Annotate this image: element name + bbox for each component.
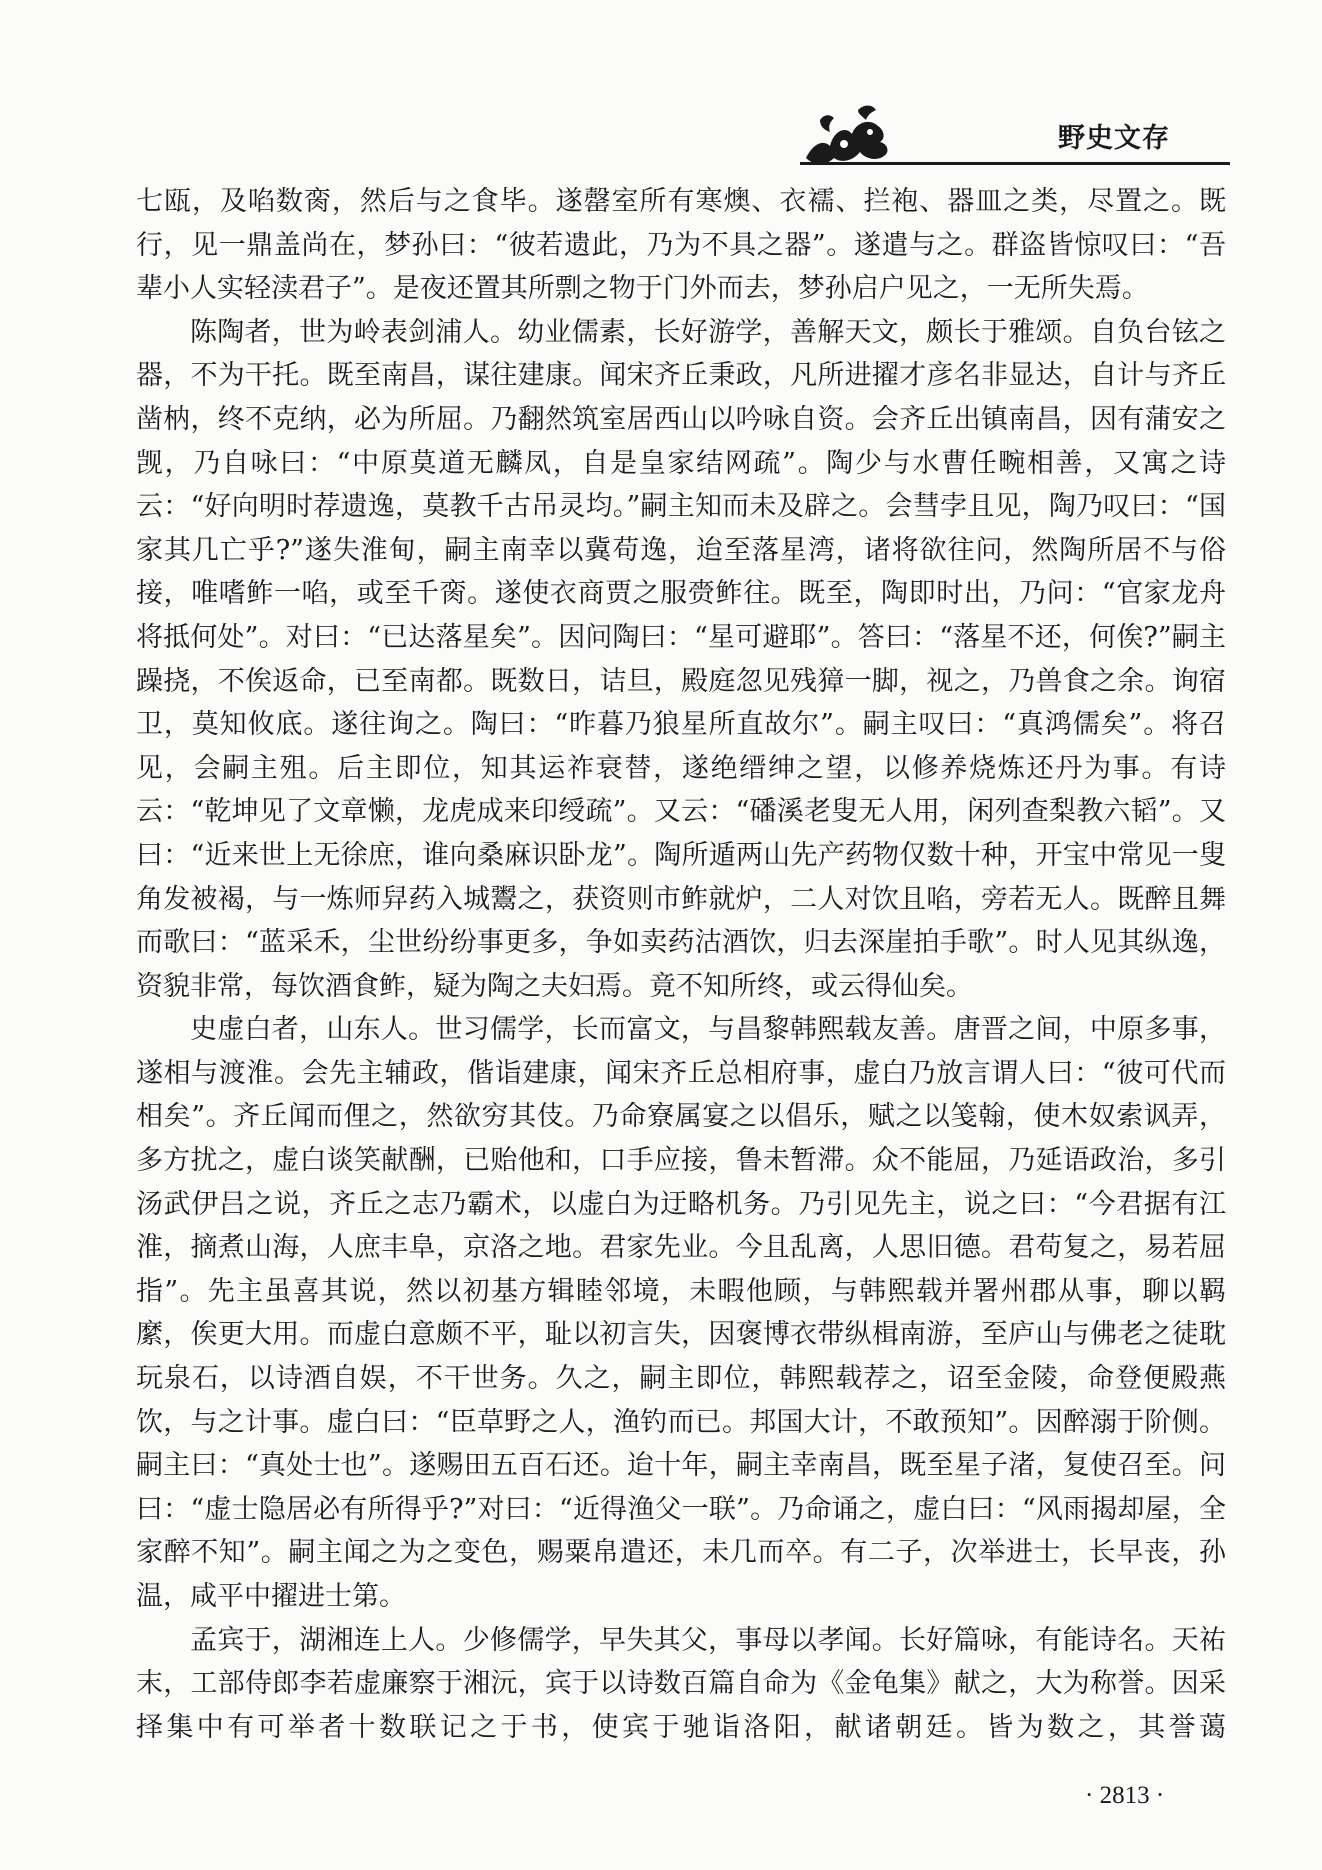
body-text — [136, 180, 1226, 1749]
header-rule — [800, 162, 1230, 165]
paragraph: 七瓯，及啗数脔，然后与之食毕。遂罄室所有寒燠、衣襦、拦袍、器皿之类，尽置之。既行，见一鼎盖尚在，梦孙曰：“彼若遗此，乃为不具之器”。遂遣与之。群盗皆惊叹曰：“吾辈小人实轻渎君子”。是夜还置其所剽之物于门外而去，梦孙启户见之，一无所失焉。 — [136, 186, 1226, 305]
dragon-emblem-icon — [800, 100, 892, 168]
page-number: · 2813 · — [1085, 1782, 1165, 1809]
paragraph: 孟宾于，湖湘连上人。少修儒学，早失其父，事母以孝闻。长好篇咏，有能诗名。天祐末，工部侍郎李若虚廉察于湘沅，宾于以诗数百篇自命为《金龟集》献之，大为称誉。因采择集中有可举者十数联记之于书，使宾于驰诣洛阳，献诸朝廷。皆为数之，其誉蔼 — [136, 1624, 1226, 1743]
running-header-title: 野史文存 — [1058, 123, 1170, 154]
running-header — [800, 100, 1230, 170]
paragraph: 史虚白者，山东人。世习儒学，长而富文，与昌黎韩熙载友善。唐晋之间，中原多事，遂相与渡淮。会先主辅政，偕诣建康，闻宋齐丘总相府事，虚白乃放言谓人曰：“彼可代而相矣”。齐丘闻而俚之，然欲穷其伎。乃命寮属宴之以倡乐，赋之以笺翰，使木奴索讽弄，多方扰之，虚白谈笑献酬，已贻他和，口手应接，鲁未暂滞。众不能屈，乃延语政治，多引汤武伊吕之说，齐丘之志乃霸术，以虚白为迂略机务。乃引见先主，说之曰：“今君据有江淮，摘煮山海，人庶丰阜，京洛之地。君家先业。今且乱离，人思旧德。君苟复之，易若屈指”。先主虽喜其说，然以初基方辑睦邻境，未暇他顾，与韩熙载并署州郡从事，聊以羁縻，俟更大用。而虚白意颇不平，耻以初言失，因褒博衣带纵楫南游，至庐山与佛老之徒耽玩泉石，以诗酒自娱，不干世务。久之，嗣主即位，韩熙载荐之，诏至金陵，命登便殿燕饮，与之计事。虚白曰：“臣草野之人，渔钓而已。邦国大计，不敢预知”。因醉溺于阶侧。嗣主曰：“真处士也”。遂赐田五百石还。迨十年，嗣主幸南昌，既至星子渚，复使召至。问曰：“虚士隐居必有所得乎?”对曰：“近得渔父一联”。乃命诵之，虚白曰：“风雨揭却屋，全家醉不知”。嗣主闻之为之变色，赐粟帛遣还，未几而卒。有二子，次举进士，长早丧，孙温，咸平中擢进士第。 — [136, 1014, 1226, 1612]
paragraph: 陈陶者，世为岭表剑浦人。幼业儒素，长好游学，善解天文，颇长于雅颂。自负台铉之器，不为干托。既至南昌，谋往建康。闻宋齐丘秉政，凡所进擢才彦名非显达，自计与齐丘凿枘，终不克纳，必为所屈。乃翻然筑室居西山以吟咏自资。会齐丘出镇南昌，因有蒲安之觊，乃自咏曰：“中原莫道无麟凤，自是皇家结网疏”。陶少与水曹任畹相善，又寓之诗云：“好向明时荐遗逸，莫教千古吊灵均。”嗣主知而未及辟之。会彗孛且见，陶乃叹曰：“国家其几亡乎?”遂失淮甸，嗣主南幸以冀苟逸，迨至落星湾，诸将欲往问，然陶所居不与俗接，唯嗜鲊一啗，或至千脔。遂使衣商贾之服赍鲊往。既至，陶即时出，乃问：“官家龙舟将抵何处”。对曰：“已达落星矣”。因问陶曰：“星可避耶”。答曰：“落星不还，何俟?”嗣主躁挠，不俟返命，已至南都。既数日，诘旦，殿庭忽见残獐一脚，视之，乃兽食之余。询宿卫，莫知攸底。遂往询之。陶曰：“昨暮乃狼星所直故尔”。嗣主叹曰：“真鸿儒矣”。将召见，会嗣主殂。后主即位，知其运祚衰替，遂绝缙绅之望，以修养烧炼还丹为事。有诗云：“乾坤见了文章懒，龙虎成来印绶疏”。又云：“磻溪老叟无人用，闲列查梨教六韬”。又曰：“近来世上无徐庶，谁向桑麻识卧龙”。陶所遁两山先产药物仅数十种，开宝中常见一叟角发被褐，与一炼师舁药入城鬻之，获资则市鲊就炉，二人对饮且啗，旁若无人。既醉且舞而歌曰：“蓝采禾，尘世纷纷事更多，争如卖药沽酒饮，归去深崖拍手歌”。时人见其纵逸，资貌非常，每饮酒食鲊，疑为陶之夫妇焉。竟不知所终，或云得仙矣。 — [136, 316, 1226, 1002]
